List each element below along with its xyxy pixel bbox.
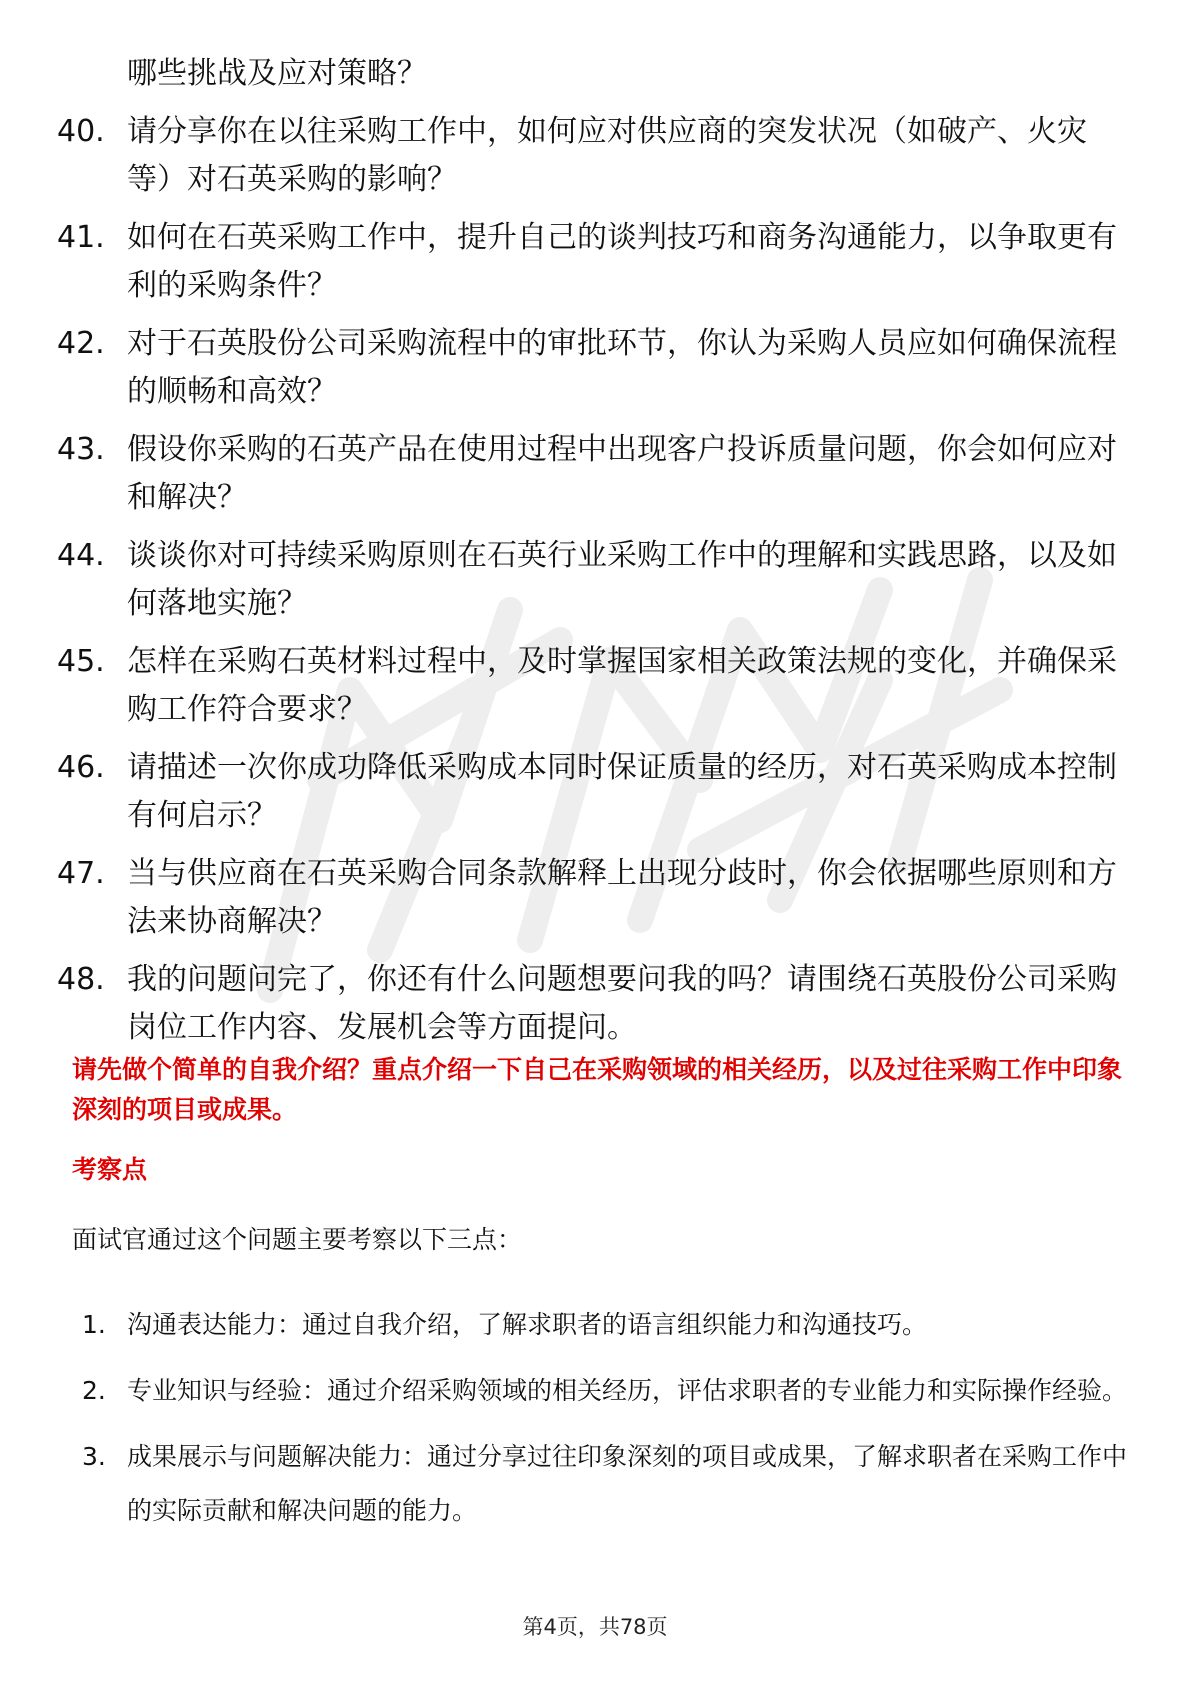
assessment-point <box>82 1364 1132 1418</box>
question-number: 45. <box>57 644 105 679</box>
question-text: 当与供应商在石英采购合同条款解释上出现分歧时，你会依据哪些原则和方法来协商解决？ <box>127 856 1117 939</box>
question-item <box>57 214 1127 310</box>
question-item <box>57 426 1127 522</box>
question-text: 请分享你在以往采购工作中，如何应对供应商的突发状况（如破产、火灾等）对石英采购的影响？ <box>127 114 1087 197</box>
question-number: 42. <box>57 326 105 361</box>
question-number: 47. <box>57 856 105 891</box>
question-text: 对于石英股份公司采购流程中的审批环节，你认为采购人员应如何确保流程的顺畅和高效？ <box>127 326 1117 409</box>
question-text: 假设你采购的石英产品在使用过程中出现客户投诉质量问题，你会如何应对和解决？ <box>127 432 1117 515</box>
point-number: 3. <box>82 1442 106 1471</box>
question-number: 46. <box>57 750 105 785</box>
question-text: 我的问题问完了，你还有什么问题想要问我的吗？请围绕石英股份公司采购岗位工作内容、发展机会等方面提问。 <box>127 962 1117 1045</box>
question-number: 41. <box>57 220 105 255</box>
point-text: 沟通表达能力：通过自我介绍，了解求职者的语言组织能力和沟通技巧。 <box>127 1310 928 1339</box>
point-text: 成果展示与问题解决能力：通过分享过往印象深刻的项目或成果，了解求职者在采购工作中的实际贡献和解决问题的能力。 <box>127 1442 1128 1525</box>
point-number: 1. <box>82 1310 106 1339</box>
question-text: 如何在石英采购工作中，提升自己的谈判技巧和商务沟通能力，以争取更有利的采购条件？ <box>127 220 1117 303</box>
question-list <box>57 108 1127 1062</box>
question-text: 谈谈你对可持续采购原则在石英行业采购工作中的理解和实践思路，以及如何落地实施？ <box>127 538 1117 621</box>
question-item <box>57 744 1127 840</box>
question-item <box>57 320 1127 416</box>
section-title: 考察点 <box>72 1155 148 1184</box>
intro-paragraph: 面试官通过这个问题主要考察以下三点： <box>72 1225 523 1254</box>
question-text: 怎样在采购石英材料过程中，及时掌握国家相关政策法规的变化，并确保采购工作符合要求？ <box>127 644 1117 727</box>
question-item <box>57 532 1127 628</box>
question-number: 48. <box>57 962 105 997</box>
question-number: 43. <box>57 432 105 467</box>
question-item <box>57 850 1127 946</box>
page-footer: 第4页，共78页 <box>522 1615 668 1639</box>
question-item <box>57 638 1127 734</box>
question-number: 44. <box>57 538 105 573</box>
assessment-points-list <box>82 1298 1132 1550</box>
assessment-point <box>82 1430 1132 1538</box>
assessment-point <box>82 1298 1132 1352</box>
point-number: 2. <box>82 1376 106 1405</box>
point-text: 专业知识与经验：通过介绍采购领域的相关经历，评估求职者的专业能力和实际操作经验。 <box>127 1376 1128 1405</box>
question-text: 请描述一次你成功降低采购成本同时保证质量的经历，对石英采购成本控制有何启示？ <box>127 750 1117 833</box>
highlight-question: 请先做个简单的自我介绍？重点介绍一下自己在采购领域的相关经历，以及过往采购工作中印象深刻的项目或成果。 <box>72 1055 1123 1124</box>
question-item <box>57 956 1127 1052</box>
question-number: 40. <box>57 114 105 149</box>
question-item <box>57 108 1127 204</box>
question-continuation: 哪些挑战及应对策略？ <box>127 56 427 91</box>
